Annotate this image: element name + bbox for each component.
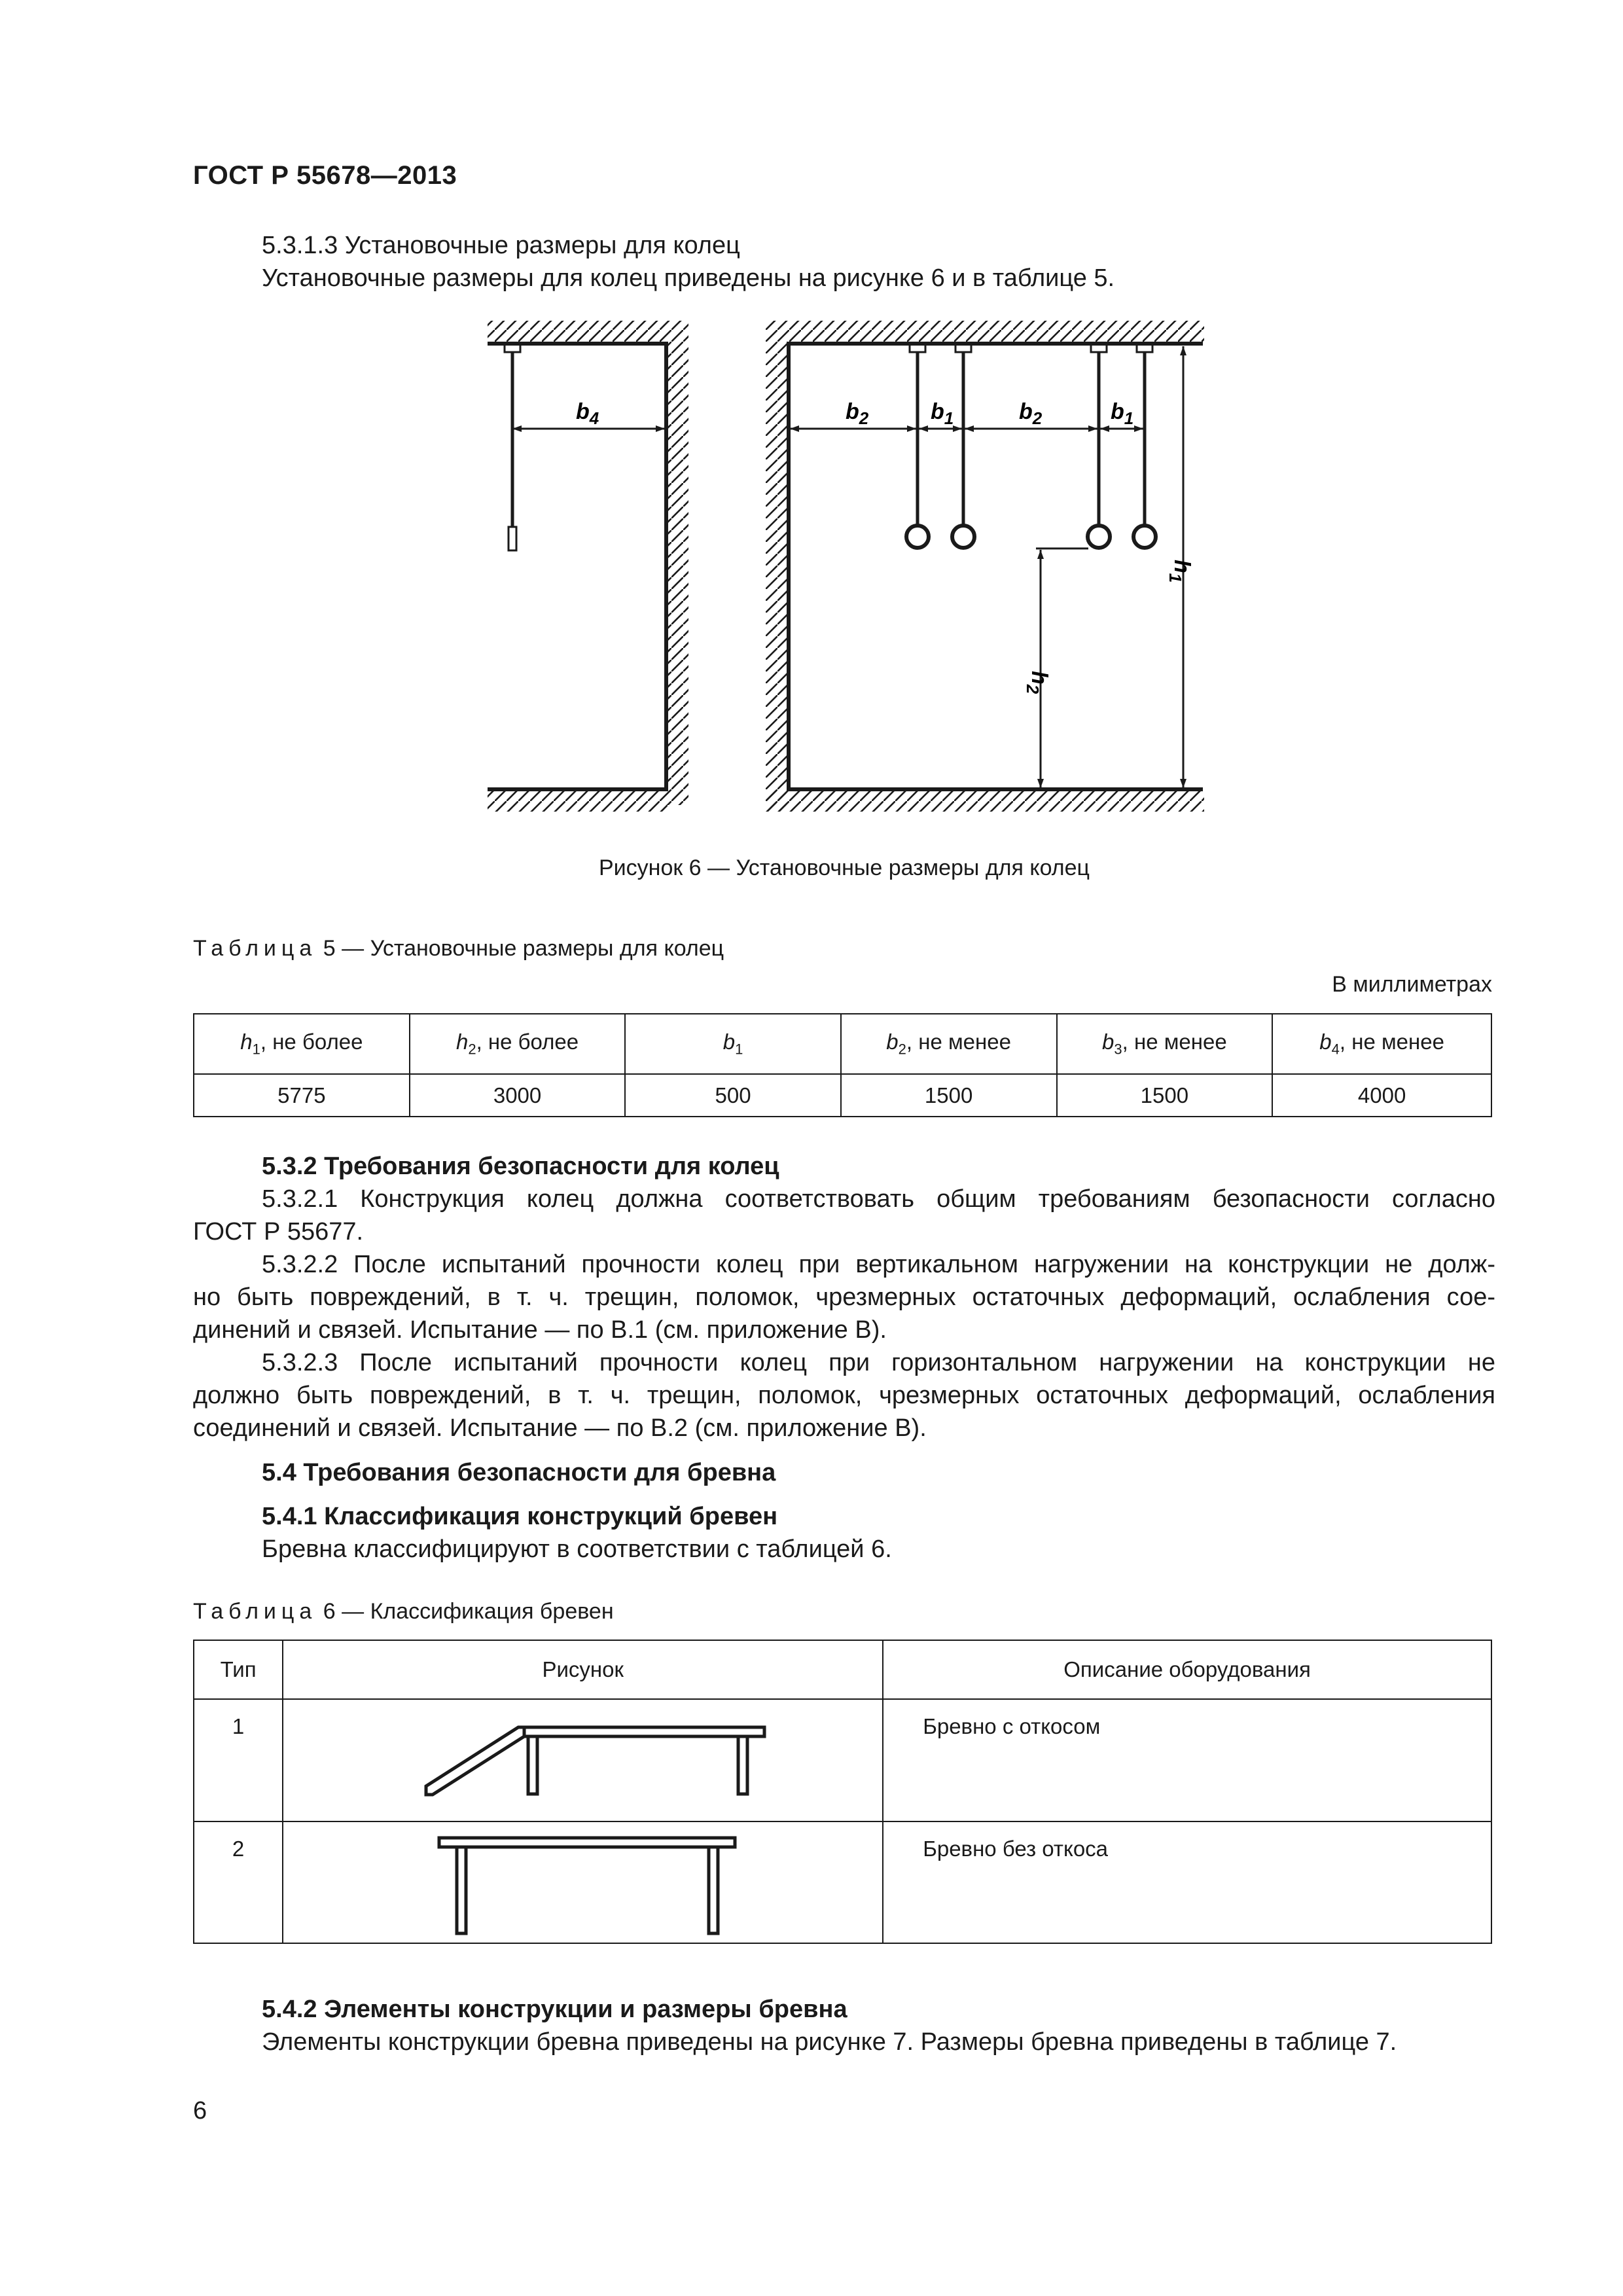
table-6-row-2 [194, 1821, 1491, 1943]
label-h2: $h_2$ [1023, 671, 1052, 694]
table-5-header-row [194, 1014, 1491, 1074]
table-6-header-picture: Рисунок [283, 1640, 883, 1699]
table-5-value-h2: 3000 [410, 1074, 626, 1117]
table-6-caption-prefix: Таблица [193, 1599, 317, 1624]
table-6-row-1-picture [283, 1699, 883, 1821]
ring-2 [952, 344, 974, 548]
section-54-heading: 5.4 Требования безопасности для бревна [262, 1459, 776, 1486]
table-6-row-1-description: Бревно с откосом [883, 1699, 1491, 1821]
table-5-header-b2: $b_2$, не менее [841, 1014, 1057, 1074]
section-5313-heading: 5.3.1.3 Установочные размеры для колец [262, 232, 740, 259]
label-b4: $b_4$ [576, 399, 599, 428]
table-5-header-b1: $b_1$ [625, 1014, 840, 1074]
document-header: ГОСТ Р 55678—2013 [193, 161, 457, 190]
section-5323-line-1: 5.3.2.3 После испытаний прочности колец при горизонтальном нагружении на конструкции не [262, 1349, 1495, 1376]
label-b1-first: $b_1$ [931, 399, 954, 428]
table-6-header-description: Описание оборудования [883, 1640, 1491, 1699]
section-5321-line-1: 5.3.2.1 Конструкция колец должна соответствовать общим требованиям безопасности согласно [262, 1185, 1495, 1213]
table-5-value-b1: 500 [625, 1074, 840, 1117]
table-6-header-type: Тип [194, 1640, 283, 1699]
section-5322-line-3: динений и связей. Испытание — по В.1 (см. приложение В). [193, 1316, 887, 1344]
page-number: 6 [193, 2097, 207, 2125]
table-5-caption-prefix: Таблица [193, 936, 317, 961]
label-b2-first: $b_2$ [846, 399, 869, 428]
table-6-row-1-type: 1 [194, 1699, 283, 1821]
table-5-value-row [194, 1074, 1491, 1117]
table-5-value-b3: 1500 [1057, 1074, 1273, 1117]
left-room-outline [488, 321, 688, 812]
table-5-value-b4: 4000 [1272, 1074, 1491, 1117]
table-5-caption-title: 5 — Установочные размеры для колец [323, 936, 724, 961]
ring-3 [1088, 344, 1110, 548]
dimension-line-h2 [1036, 548, 1088, 788]
table-5-header-h2: $h_2$, не более [410, 1014, 626, 1074]
figure-6-drawing [0, 0, 1623, 916]
section-5321-line-2: ГОСТ Р 55677. [193, 1218, 364, 1246]
figure-6-caption: Рисунок 6 — Установочные размеры для колец [599, 855, 1090, 880]
table-5-units: В миллиметрах [1332, 972, 1492, 997]
section-541-heading: 5.4.1 Классификация конструкций бревен [262, 1503, 778, 1530]
table-6-caption-title: 6 — Классификация бревен [323, 1599, 614, 1624]
table-5-header-b3: $b_3$, не менее [1057, 1014, 1273, 1074]
table-5 [193, 1013, 1492, 1117]
beam-without-slope-icon [283, 1822, 882, 1943]
section-541-text: Бревна классифицируют в соответствии с таблицей 6. [262, 1535, 892, 1563]
section-5323-line-3: соединений и связей. Испытание — по В.2 (см. приложение В). [193, 1414, 927, 1442]
section-532-heading: 5.3.2 Требования безопасности для колец [262, 1153, 779, 1180]
table-5-caption [193, 936, 724, 961]
table-6-row-2-type: 2 [194, 1821, 283, 1943]
table-6 [193, 1640, 1492, 1944]
section-5313-text: Установочные размеры для колец приведены на рисунке 6 и в таблице 5. [262, 264, 1115, 292]
ring-1 [906, 344, 929, 548]
table-6-row-2-description: Бревно без откоса [883, 1821, 1491, 1943]
right-room-outline [766, 321, 1204, 812]
section-5323-line-2: должно быть повреждений, в т. ч. трещин, поломок, чрезмерных остаточных деформаций, ослабления [193, 1382, 1495, 1409]
beam-with-slope-icon [283, 1700, 882, 1821]
label-b2-second: $b_2$ [1019, 399, 1043, 428]
table-5-value-b2: 1500 [841, 1074, 1057, 1117]
label-b1-second: $b_1$ [1111, 399, 1134, 428]
section-542-text: Элементы конструкции бревна приведены на рисунке 7. Размеры бревна приведены в таблице 7. [262, 2028, 1397, 2056]
table-5-header-h1: $h_1$, не более [194, 1014, 410, 1074]
table-6-header-row [194, 1640, 1491, 1699]
section-542-heading: 5.4.2 Элементы конструкции и размеры бревна [262, 1996, 847, 2023]
table-6-row-1 [194, 1699, 1491, 1821]
ring-4 [1133, 344, 1156, 548]
table-5-header-b4: $b_4$, не менее [1272, 1014, 1491, 1074]
label-h1: $h_1$ [1166, 560, 1194, 583]
left-hanging-rope [505, 344, 520, 550]
section-5322-line-1: 5.3.2.2 После испытаний прочности колец при вертикальном нагружении на конструкции не долж- [262, 1251, 1495, 1278]
table-5-value-h1: 5775 [194, 1074, 410, 1117]
table-6-row-2-picture [283, 1821, 883, 1943]
table-6-caption [193, 1599, 614, 1624]
section-5322-line-2: но быть повреждений, в т. ч. трещин, поломок, чрезмерных остаточных деформаций, ослабления сое- [193, 1283, 1495, 1311]
